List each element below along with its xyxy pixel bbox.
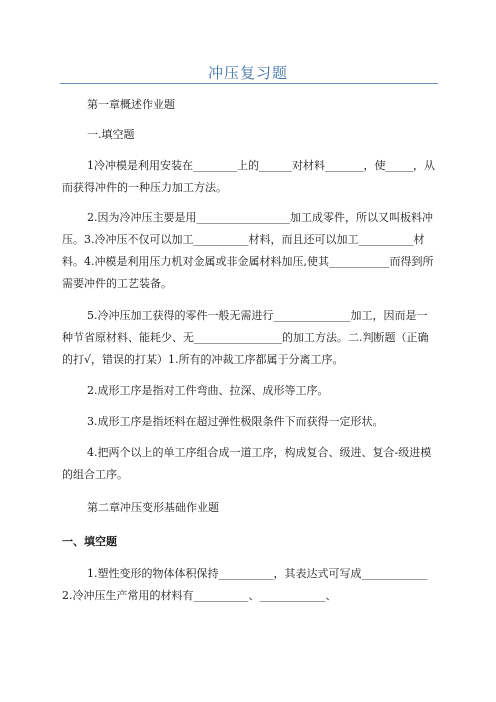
chapter-2-heading: 第二章冲压变形基础作业题 — [87, 501, 219, 514]
chapter-1-heading: 第一章概述作业题 — [87, 98, 175, 111]
question-paragraph: 2.因为冷冲压主要是用_________________加工成零件，所以又叫板料冲压。3.冷冲压不仅可以加工__________材料，而且还可以加工__________材料。4.冲模是利用压力机对金属或非金属材料加压,使其___________而得到所需要冲件的工艺装备。 — [62, 211, 434, 290]
question-paragraph: 2.成形工序是指对工件弯曲、拉深、成形等工序。 — [87, 384, 329, 397]
document-title: 冲压复习题 — [207, 64, 288, 82]
title-divider — [60, 83, 438, 84]
question-paragraph: 4.把两个以上的单工序组合成一道工序，构成复合、级进、复合-级进模的组合工序。 — [62, 446, 432, 481]
section-fill-blank-heading: 一.填空题 — [87, 128, 135, 141]
question-paragraph: 1冷冲模是利用安装在________上的______对材料_______，使_____，从而获得冲件的一种压力加工方法。 — [62, 159, 435, 194]
question-paragraph: 3.成形工序是指坯料在超过弹性极限条件下而获得一定形状。 — [87, 415, 384, 428]
section-fill-blank-heading-2: 一、填空题 — [62, 535, 117, 548]
question-paragraph: 5.冷冲压加工获得的零件一般无需进行______________加工，因而是一种节省原材料、能耗少、无________________的加工方法。二.判断题（正确的打√，错误的打某）1.所有的冲裁工序都属于分离工序。 — [62, 309, 429, 366]
question-paragraph: 1.塑性变形的物体体积保持__________，其表达式可写成____________2.冷冲压生产常用的材料有__________、____________、 — [62, 567, 428, 602]
